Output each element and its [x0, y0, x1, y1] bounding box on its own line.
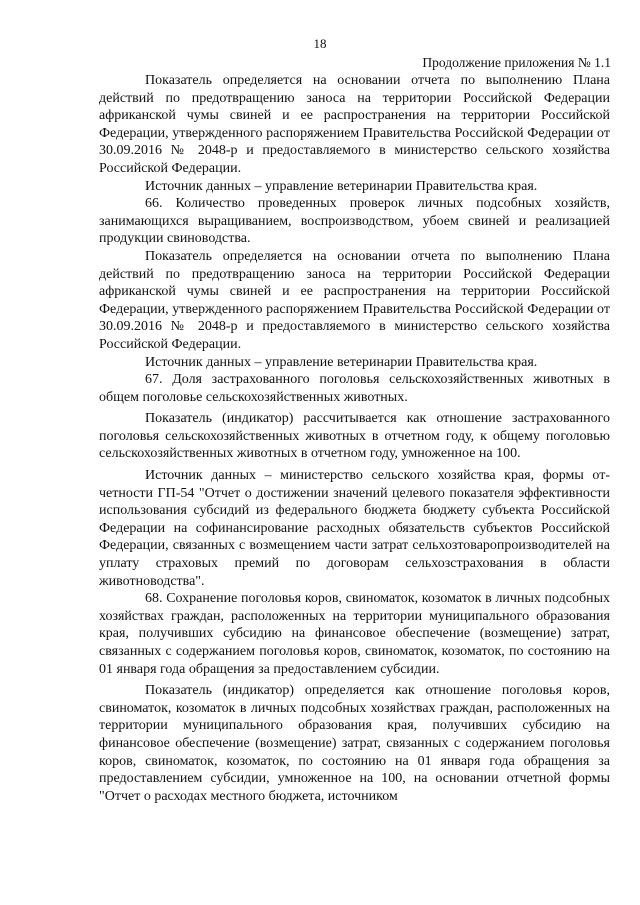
paragraph-indicator-67-title: 67. Доля застрахованного поголовья сельскохозяйственных животных в общем поголовье сельскохозяйственных животных. — [99, 372, 610, 405]
paragraph-indicator-66-title: 66. Количество проведенных проверок личных подсобных хозяйств, занимающихся выращиванием, воспроизводством, убоем свиней и реализацией продукции свиноводства. — [99, 196, 610, 247]
paragraph-indicator-68-title: 68. Сохранение поголовья коров, свиноматок, козоматок в личных подсобных хозяйствах граждан, расположенных на территории муниципального образования края, получивших субсидию на финансовое обеспечение (возмещение) затрат, связанных с содержанием поголовья коров, свиноматок, козоматок, по состоянию на 01 января года обращения за предоставлением субсидии. — [99, 591, 610, 677]
paragraph-indicator-67-method: Показатель (индикатор) рассчитывается как отношение застрахованного поголовья сельскохозяйственных животных в отчетном году, к общему поголовью сельскохозяйственных животных в отчетном году, умноженное на 100. — [99, 411, 610, 462]
paragraph-indicator-68-method: Показатель (индикатор) определяется как отношение поголовья коров, свиноматок, козоматок в личных подсобных хозяйствах граждан, расположенных на территории муниципального образования края, получивших субсидию на финансовое обеспечение (возмещение) затрат, связанных с содержанием поголовья коров, свиноматок, козоматок, по состоянию на 01 января года обращения за предоставлением субсидии, умноженное на 100, на основании отчетной формы "Отчет о расходах местного бюджета, источником — [99, 683, 610, 804]
document-body — [99, 72, 610, 805]
paragraph-indicator-66-source: Источник данных – управление ветеринарии Правительства края. — [145, 354, 538, 370]
paragraph-indicator-65-method: Показатель определяется на основании отчета по выполнению Плана действий по предотвращению заноса на территории Российской Федерации африканской чумы свиней и ее распространения на территории Российской Федерации, утвержденного распоряжением Правительства Российской Федерации от 30.09.2016 № 2048-р и предоставляемого в министерство сельского хозяйства Российской Федерации. — [99, 73, 610, 176]
paragraph-indicator-65-source: Источник данных – управление ветеринарии Правительства края. — [145, 178, 538, 194]
appendix-continuation-label: Продолжение приложения № 1.1 — [422, 55, 611, 70]
page-number: 18 — [313, 36, 327, 51]
paragraph-indicator-66-method: Показатель определяется на основании отчета по выполнению Плана действий по предотвращению заноса на территории Российской Федерации африканской чумы свиней и ее распространения на территории Российской Федерации, утвержденного распоряжением Правительства Российской Федерации от 30.09.2016 № 2048-р и предоставляемого в министерство сельского хозяйства Российской Федерации. — [99, 248, 610, 352]
paragraph-indicator-67-source: Источник данных – министерство сельского хозяйства края, формы отчетности ГП-54 "Отчет о достижении значений целевого показателя эффективности использования субсидий из федерального бюджета бюджету субъекта Российской Федерации на софинансирование расходных обязательств субъектов Российской Федерации, связанных с возмещением части затрат сельхозтоваропроизводителей на уплату страховых премий по договорам сельхозстрахования в области животноводства". — [99, 468, 610, 589]
